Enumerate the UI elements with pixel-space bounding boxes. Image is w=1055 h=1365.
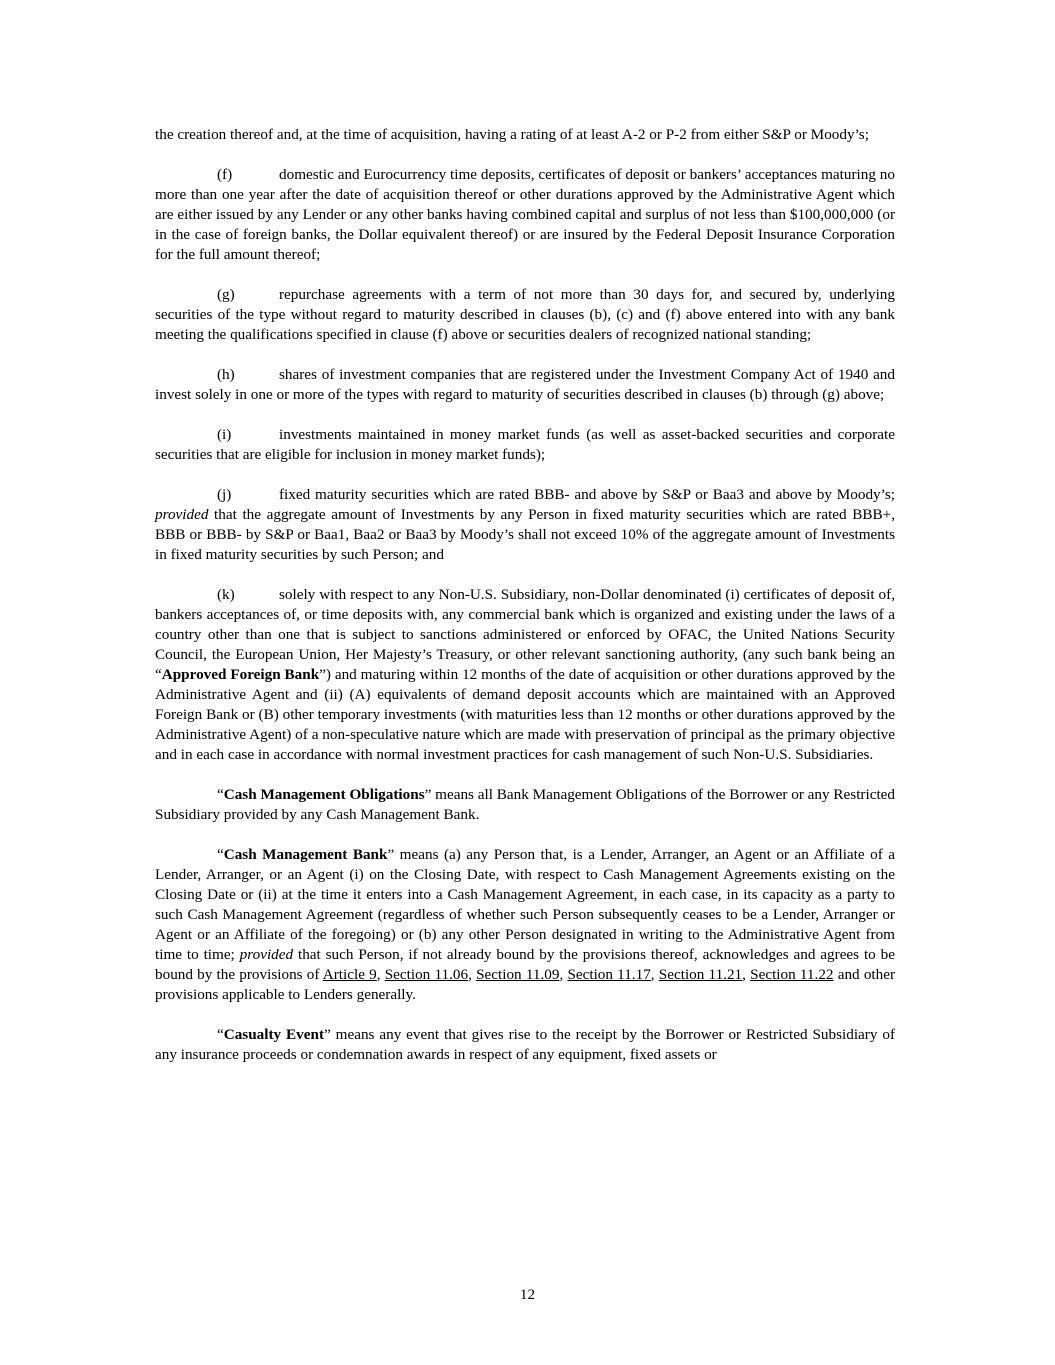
clause-label: (h) [217,366,235,383]
clause-label: (j) [217,486,232,503]
clause-label: (f) [217,166,233,183]
definition-emphasis: provided [239,946,294,963]
definition-casualty-event: “Casualty Event” means any event that gives rise to the receipt by the Borrower or Restricted Subsidiary of any insurance proceeds or condemnation awards in respect of any equipment, fixed assets or [155,1026,895,1063]
cross-reference-section-11-09[interactable]: Section 11.09 [476,966,560,983]
clause-emphasis: provided [155,506,209,523]
clause-h [155,365,895,405]
definition-cash-management-obligations: “Cash Management Obligations” means all Bank Management Obligations of the Borrower or any Restricted Subsidiary provided by any Cash Management Bank. [155,786,895,823]
clause-i [155,425,895,465]
clause-text: repurchase agreements with a term of not more than 30 days for, and secured by, underlying securities of the type without regard to maturity described in clauses (b), (c) and (f) above entered into with any bank meeting the qualifications specified in clause (f) above or securities dealers of recognized national standing; [155,286,895,343]
document-body [155,125,895,1085]
page-number: 12 [519,1286,536,1303]
definition-cash-management-bank: “Cash Management Bank” means (a) any Person that, is a Lender, Arranger, an Agent or an Affiliate of a Lender, Arranger, or an Agent (i) on the Closing Date, with respect to Cash Management Agreements existing on the Closing Date or (ii) at the time it enters into a Cash Management Agreement, in each case, in its capacity as a party to such Cash Management Agreement (regardless of whether such Person subsequently ceases to be a Lender, Arranger or Agent or an Affiliate of the foregoing) or (b) any other Person designated in writing to the Administrative Agent from time to time; provided that such Person, if not already bound by the provisions thereof, acknowledges and agrees to be bound by the provisions of Article 9, Section 11.06, Section 11.09, Section 11.17, Section 11.21, Section 11.22 and other provisions applicable to Lenders generally. [155,846,896,1003]
clause-j [155,485,895,565]
definition-text: ” means (a) any Person that, is a Lender, Arranger, an Agent or an Affiliate of a Lender, Arranger, or an Agent (i) on the Closing Date, with respect to Cash Management Agreements existing on the Closing Date or (ii) at the time it enters into a Cash Management Agreement, in each case, in its capacity as a party to such Cash Management Agreement (regardless of whether such Person subsequently ceases to be a Lender, Arranger or Agent or an Affiliate of the foregoing) or (b) any other Person designated in writing to the Administrative Agent from time to time; [155,846,895,963]
paragraph-continuation: the creation thereof and, at the time of acquisition, having a rating of at least A-2 or P-2 from either S&P or Moody’s; [155,126,869,143]
cross-reference-section-11-06[interactable]: Section 11.06 [384,966,469,983]
defined-term: Casualty Event [223,1026,325,1043]
defined-term: Cash Management Bank [223,846,388,863]
clause-text: solely with respect to any Non-U.S. Subsidiary, non-Dollar denominated (i) certificates of deposit of, bankers acceptances of, or time deposits with, any commercial bank which is organized and existing under the laws of a country other than one that is subject to sanctions administered or enforced by OFAC, the United Nations Security Council, the European Union, Her Majesty’s Treasury, or other relevant sanctioning authority, (any such bank being an “ [155,586,895,683]
definition-text: and other provisions applicable to Lenders generally. [155,966,896,1003]
cross-reference-section-11-17[interactable]: Section 11.17 [567,966,651,983]
definition-text: that such Person, if not already bound by the provisions thereof, acknowledges and agrees to be bound by the provisions of [155,946,895,983]
defined-term: Approved Foreign Bank [161,666,320,683]
clause-f [155,165,895,265]
clause-label: (i) [217,426,232,443]
clause-text: fixed maturity securities which are rated BBB- and above by S&P or Baa3 and above by Moody’s; [279,486,895,503]
clause-text: shares of investment companies that are registered under the Investment Company Act of 1940 and invest solely in one or more of the types with regard to maturity of securities described in clauses (b) through (g) above; [155,366,895,403]
definition-text: ” means any event that gives rise to the receipt by the Borrower or Restricted Subsidiary of any insurance proceeds or condemnation awards in respect of any equipment, fixed assets or [155,1026,895,1063]
clause-text: investments maintained in money market funds (as well as asset-backed securities and corporate securities that are eligible for inclusion in money market funds); [155,426,895,463]
clause-k [155,585,895,765]
clause-label: (g) [217,286,235,303]
cross-reference-article-9[interactable]: Article 9 [322,966,377,983]
clause-text: ”) and maturing within 12 months of the date of acquisition or other durations approved by the Administrative Agent and (ii) (A) equivalents of demand deposit accounts which are maintained with an Approved Foreign Bank or (B) other temporary investments (with maturities less than 12 months or other durations approved by the Administrative Agent) of a non-speculative nature which are made with preservation of principal as the primary objective and in each case in accordance with normal investment practices for cash management of such Non-U.S. Subsidiaries. [155,666,895,763]
clause-text: domestic and Eurocurrency time deposits, certificates of deposit or bankers’ acceptances maturing no more than one year after the date of acquisition thereof or other durations approved by the Administrative Agent which are either issued by any Lender or any other banks having combined capital and surplus of not less than $100,000,000 (or in the case of foreign banks, the Dollar equivalent thereof) or are insured by the Federal Deposit Insurance Corporation for the full amount thereof; [155,166,895,263]
clause-g [155,285,895,345]
cross-reference-section-11-22[interactable]: Section 11.22 [750,966,834,983]
clause-text: that the aggregate amount of Investments by any Person in fixed maturity securities which are rated BBB+, BBB or BBB- by S&P or Baa1, Baa2 or Baa3 by Moody’s shall not exceed 10% of the aggregate amount of Investments in fixed maturity securities by such Person; and [155,506,895,563]
defined-term: Cash Management Obligations [223,786,425,803]
clause-label: (k) [217,586,235,603]
definition-text: ” means all Bank Management Obligations of the Borrower or any Restricted Subsidiary provided by any Cash Management Bank. [155,786,895,823]
cross-reference-section-11-21[interactable]: Section 11.21 [658,966,743,983]
